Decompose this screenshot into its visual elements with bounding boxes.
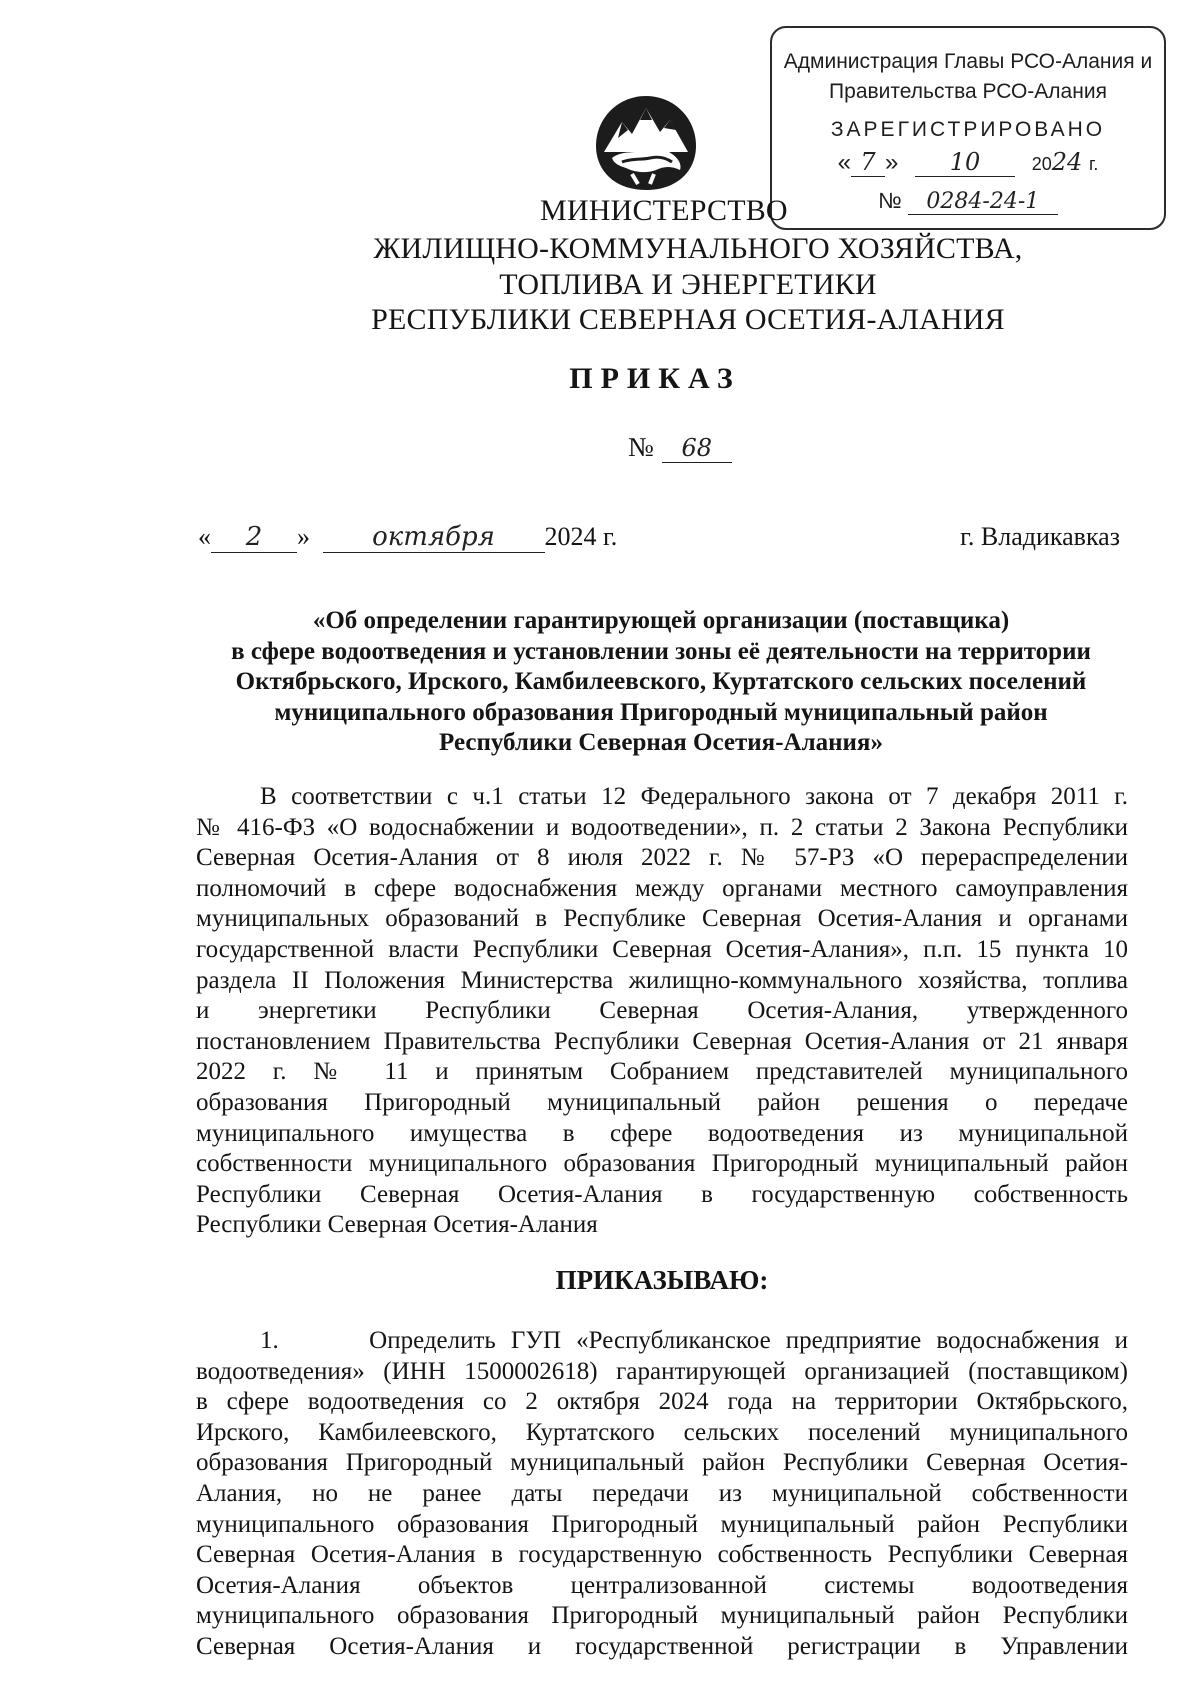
item1-line: муниципального образования Пригородный муниципальный район Республики [196, 1510, 1128, 1538]
subject-line: Октябрьского, Ирского, Камбилеевского, Куртатского сельских поселений [235, 668, 1087, 695]
coat-of-arms-icon [592, 92, 700, 194]
order-city: г. Владикавказ [960, 522, 1120, 551]
order-date-open-quote: « [198, 522, 211, 551]
registration-stamp [770, 26, 1166, 230]
order-number-prefix: № [628, 432, 654, 462]
preamble-line: раздела II Положения Министерства жилищно-коммунального хозяйства, топлива [196, 966, 1128, 994]
item1-line: Ирского, Камбилеевского, Куртатского сельских поселений муниципального [196, 1418, 1128, 1446]
preamble-line: муниципального имущества в сфере водоотведения из муниципальной [196, 1119, 1128, 1147]
order-number-value: 68 [662, 434, 732, 463]
order-item-1 [196, 1326, 1128, 1663]
preamble-line: государственной власти Республики Северная Осетия-Алания», п.п. 15 пункта 10 [196, 935, 1128, 963]
preamble-line: образования Пригородный муниципальный район решения о передаче [196, 1088, 1128, 1116]
preamble-line: В соответствии с ч.1 статьи 12 Федерального закона от 7 декабря 2011 г. [260, 783, 1128, 810]
preamble-line: Северная Осетия-Алания от 8 июля 2022 г. № 57-РЗ «О перераспределении [196, 844, 1128, 872]
stamp-date-year: 24 [1051, 148, 1083, 176]
decree-heading: ПРИКАЗЫВАЮ: [555, 1265, 769, 1295]
order-subject [196, 606, 1126, 759]
preamble-line: Республики Северная Осетия-Алания [196, 1211, 598, 1239]
item1-line: водоотведения» (ИНН 1500002618) гарантирующей организацией (поставщиком) [196, 1357, 1128, 1385]
subject-line: «Об определении гарантирующей организации (поставщика) [312, 607, 1010, 634]
stamp-date-month: 10 [915, 148, 1015, 177]
preamble-line: № 416-ФЗ «О водоснабжении и водоотведении», п. 2 статьи 2 Закона Республики [196, 813, 1128, 841]
stamp-registered-label: ЗАРЕГИСТРИРОВАНО [830, 118, 1106, 141]
order-date-day: 2 [211, 522, 297, 553]
ministry-name-line2: ЖИЛИЩНО-КОММУНАЛЬНОГО ХОЗЯЙСТВА, [373, 232, 1023, 265]
order-date [198, 522, 617, 553]
item1-line: Северная Осетия-Алания в государственную собственность Республики Северная [196, 1541, 1128, 1569]
item1-line: Осетия-Алания объектов централизованной системы водоотведения [196, 1571, 1128, 1599]
item1-line: муниципального образования Пригородный муниципальный район Республики [196, 1602, 1128, 1630]
stamp-organization-line2: Правительства РСО-Алания [829, 80, 1107, 103]
item1-line: в сфере водоотведения со 2 октября 2024 года на территории Октябрьского, [196, 1388, 1128, 1416]
preamble-line: постановлением Правительства Республики Северная Осетия-Алания от 21 января [196, 1027, 1128, 1055]
stamp-organization-line1: Администрация Главы РСО-Алания и [783, 50, 1153, 73]
ministry-name-line3: ТОПЛИВА И ЭНЕРГЕТИКИ [499, 268, 877, 301]
subject-line: Республики Северная Осетия-Алания» [439, 729, 883, 756]
subject-line: в сфере водоотведения и установлении зоны её деятельности на территории [231, 637, 1091, 665]
stamp-date: « 7 » 10 2024 г. [837, 148, 1099, 176]
ministry-name-line4: РЕСПУБЛИКИ СЕВЕРНАЯ ОСЕТИЯ-АЛАНИЯ [371, 303, 1005, 336]
ministry-name-line1: МИНИСТЕРСТВО [540, 194, 788, 227]
stamp-date-year-prefix: 20 [1031, 154, 1052, 174]
order-number [628, 432, 732, 463]
item1-line: Северная Осетия-Алания и государственной регистрации в Управлении [196, 1632, 1128, 1660]
preamble-paragraph [196, 782, 1128, 1241]
subject-line: муниципального образования Пригородный муниципальный район [274, 698, 1048, 726]
preamble-line: 2022 г. № 11 и принятым Собранием представителей муниципального [196, 1058, 1128, 1086]
stamp-number-prefix: № [878, 188, 902, 213]
item1-line: образования Пригородный муниципальный район Республики Северная Осетия- [196, 1449, 1128, 1477]
preamble-line: муниципальных образований в Республике Северная Осетия-Алания и органами [196, 905, 1128, 933]
preamble-line: и энергетики Республики Северная Осетия-Алания, утвержденного [196, 997, 1128, 1025]
stamp-date-year-suffix: г. [1088, 154, 1099, 174]
stamp-number [772, 188, 1164, 222]
order-date-year: 2024 г. [544, 522, 618, 551]
item1-line: Алания, но не ранее даты передачи из муниципальной собственности [196, 1479, 1128, 1507]
order-title: ПРИКАЗ [569, 362, 741, 395]
stamp-date-day: 7 [851, 148, 885, 177]
stamp-number-value: 0284-24-1 [908, 189, 1058, 215]
preamble-line: Республики Северная Осетия-Алания в государственную собственность [196, 1180, 1128, 1208]
preamble-line: полномочий в сфере водоснабжения между органами местного самоуправления [196, 874, 1128, 902]
order-date-month: октября [323, 522, 545, 553]
item1-line: 1. Определить ГУП «Республиканское предприятие водоснабжения и [260, 1327, 1128, 1354]
order-date-close-quote: » [297, 522, 310, 551]
preamble-line: собственности муниципального образования Пригородный муниципальный район [196, 1150, 1128, 1178]
